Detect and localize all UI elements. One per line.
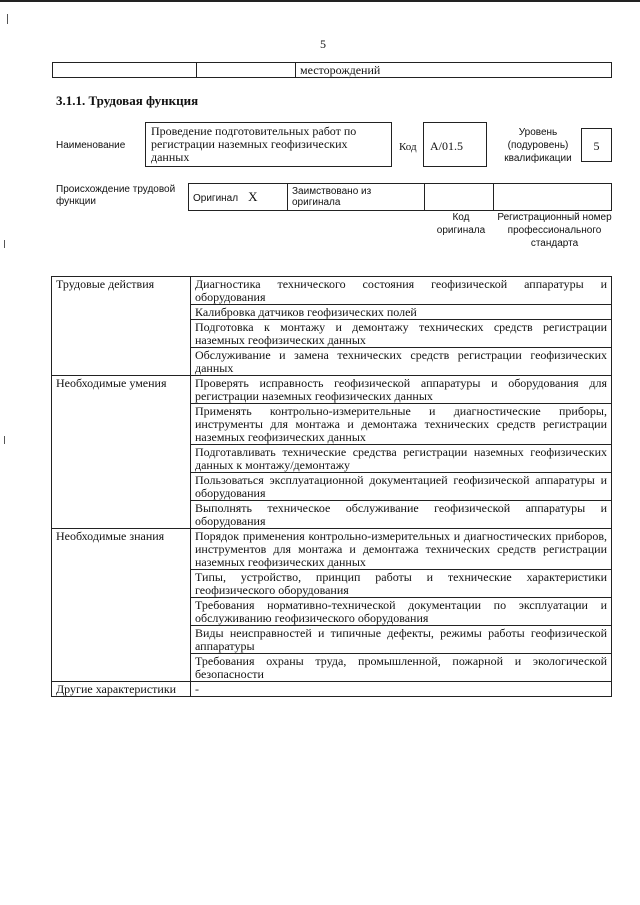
item-cell: Обслуживание и замена технических средств регистрации геофизических данных [191, 348, 612, 376]
item-cell: - [191, 682, 612, 697]
original-code-label: Код оригинала [436, 212, 486, 236]
section-heading: 3.1.1. Трудовая функция [56, 93, 199, 108]
category-cell: Трудовые действия [52, 277, 191, 376]
labor-function-table [51, 276, 612, 697]
item-cell: Пользоваться эксплуатационной документацией геофизической аппаратуры и оборудования [191, 473, 612, 501]
item-cell: Применять контрольно-измерительные и диагностические приборы, инструменты для монтажа и демонтажа технических средств регистрации наземных геофизических данных [191, 404, 612, 445]
name-label: Наименование [56, 140, 126, 151]
original-label: Оригинал [193, 193, 239, 204]
item-cell: Подготовка к монтажу и демонтажу технических средств регистрации наземных геофизических данных [191, 320, 612, 348]
item-cell: Требования нормативно-технической документации по эксплуатации и обслуживанию геофизического оборудования [191, 598, 612, 626]
level-value-box: 5 [581, 128, 612, 162]
page-number: 5 [320, 37, 326, 51]
category-cell: Другие характеристики [52, 682, 191, 697]
origin-table [188, 183, 612, 211]
item-cell: Калибровка датчиков геофизических полей [191, 305, 612, 320]
item-cell: Требования охраны труда, промышленной, пожарной и экологической безопасности [191, 654, 612, 682]
continuation-cell [197, 63, 296, 78]
item-cell: Подготавливать технические средства регистрации наземных геофизических данных к монтажу/демонтажу [191, 445, 612, 473]
item-cell: Диагностика технического состояния геофизической аппаратуры и оборудования [191, 277, 612, 305]
margin-tick [4, 240, 5, 248]
margin-tick [7, 14, 8, 24]
original-code-cell [425, 184, 494, 211]
table-row [52, 376, 612, 404]
top-edge-line [0, 0, 640, 2]
item-cell: Типы, устройство, принцип работы и технические характеристики геофизического оборудования [191, 570, 612, 598]
continuation-cell [53, 63, 197, 78]
margin-tick [4, 436, 5, 444]
borrowed-label: Заимствовано из оригинала [288, 184, 425, 211]
reg-number-label: Регистрационный номер профессионального стандарта [497, 212, 612, 249]
level-label: Уровень (подуровень) квалификации [504, 127, 572, 164]
function-name-box: Проведение подготовительных работ по регистрации наземных геофизических данных [145, 122, 392, 167]
continuation-table [52, 62, 612, 78]
item-cell: Проверять исправность геофизической аппаратуры и оборудования для регистрации наземных геофизических данных [191, 376, 612, 404]
code-label: Код [399, 141, 417, 153]
table-row [52, 682, 612, 697]
code-value-box: A/01.5 [423, 122, 487, 167]
original-cell [189, 184, 288, 211]
original-mark: X [248, 189, 258, 204]
table-row [52, 529, 612, 570]
reg-number-cell [494, 184, 612, 211]
item-cell: Порядок применения контрольно-измерительных и диагностических приборов, инструментов для монтажа и демонтажа технических средств регистрации наземных геофизических данных [191, 529, 612, 570]
origin-label: Происхождение трудовой функции [56, 184, 176, 207]
continuation-cell: месторождений [296, 63, 612, 78]
item-cell: Выполнять техническое обслуживание геофизической аппаратуры и оборудования [191, 501, 612, 529]
category-cell: Необходимые умения [52, 376, 191, 529]
category-cell: Необходимые знания [52, 529, 191, 682]
item-cell: Виды неисправностей и типичные дефекты, режимы работы геофизической аппаратуры [191, 626, 612, 654]
table-row [52, 277, 612, 305]
